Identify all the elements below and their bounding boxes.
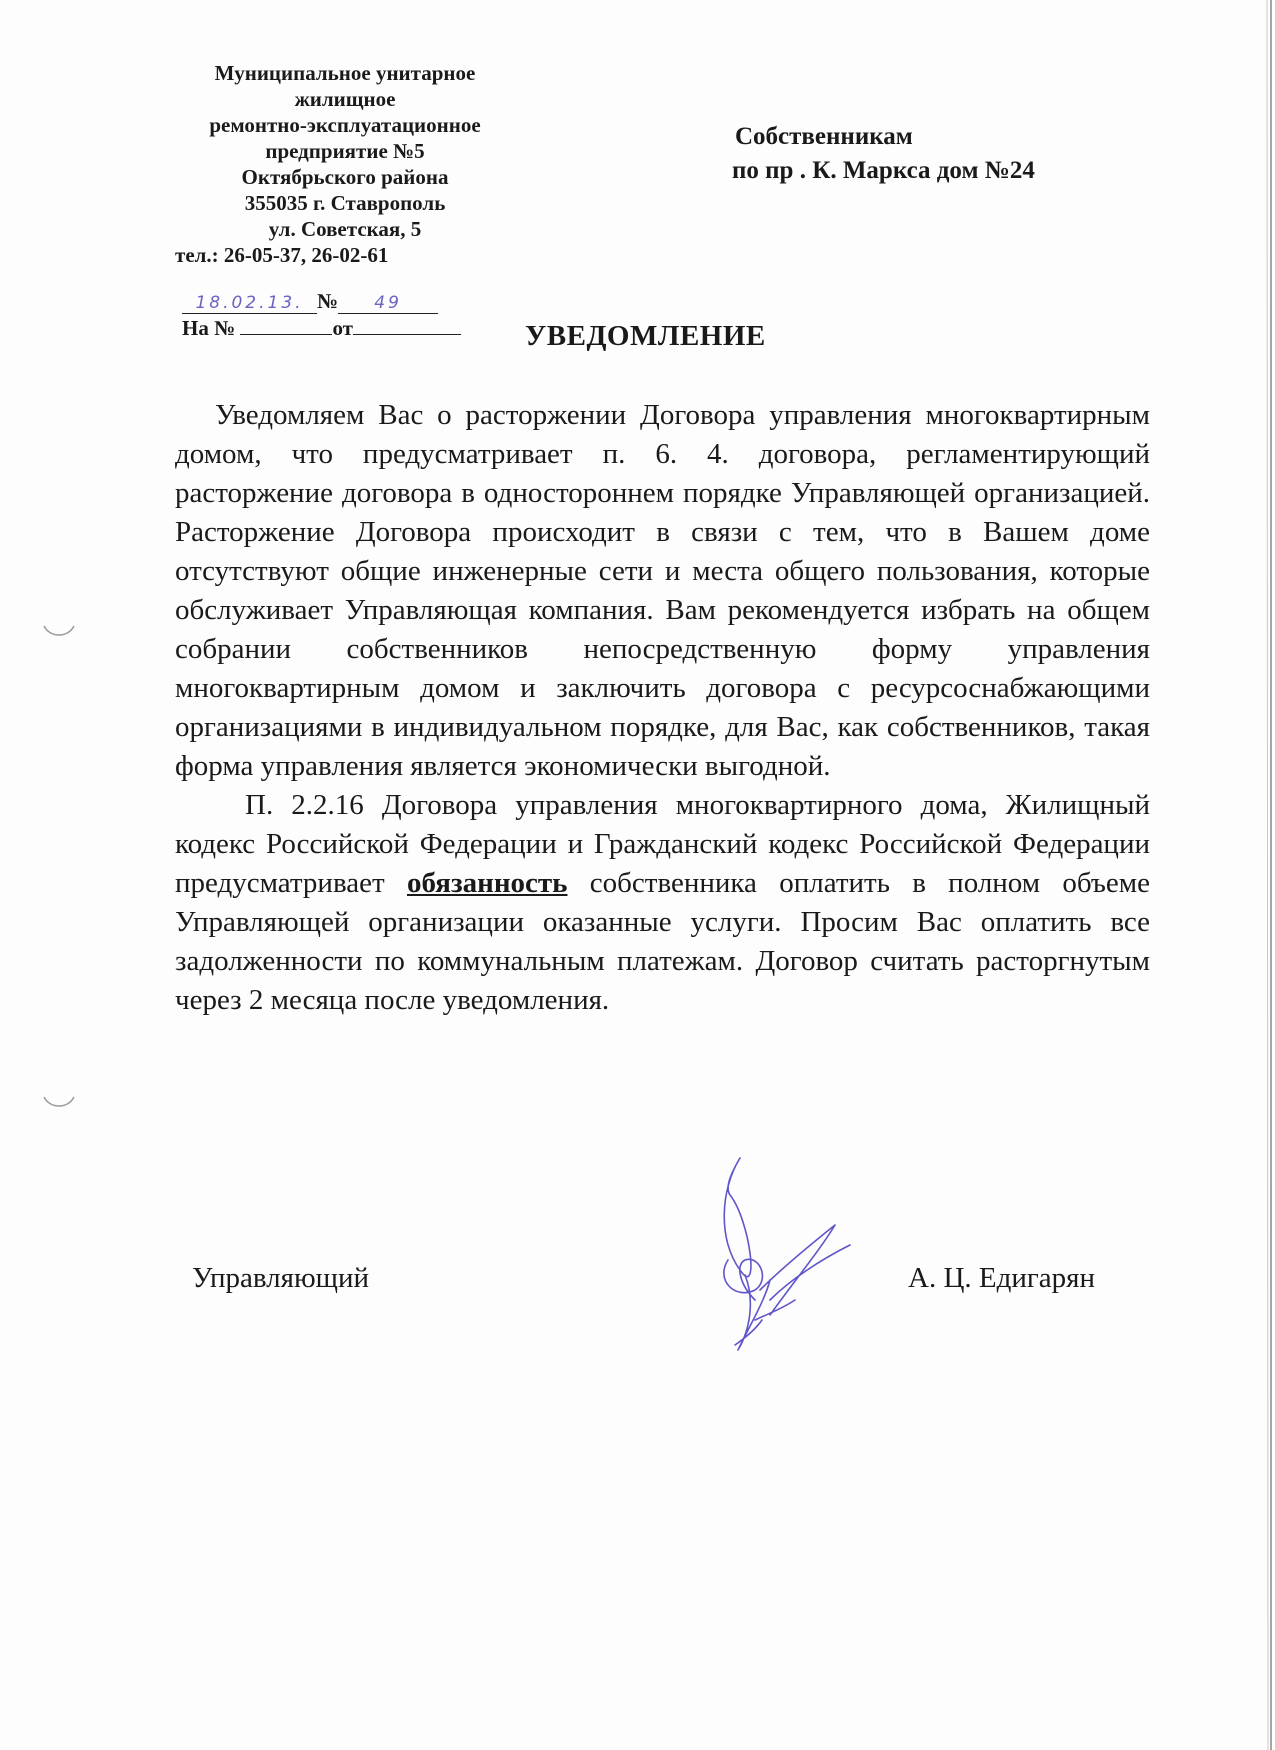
body-paragraph-2-end: собственника оплатить в полном объеме Управляющей организации оказанные услуги. Просим Вас оплатить все задолженности по коммунальным платежам. Договор считать расторгнутым через 2 месяца после уведомления. [175, 867, 1151, 1016]
registration-number: 49 [374, 293, 402, 313]
body-paragraph-2-start: П. 2.2.16 Договора управления многоквартирного дома, Жилищный кодекс Российской Федерации и Гражданский кодекс Российской Федерации предусматривает [175, 789, 1150, 899]
registration-line [182, 289, 438, 314]
emphasized-obligation: обязанность [406, 867, 568, 899]
sender-org-line: Октябрьского района [241, 165, 449, 189]
registration-number-label: № [317, 289, 339, 313]
sender-org-line: ремонтно-эксплуатационное [209, 113, 481, 137]
signatory-name: А. Ц. Едигарян [908, 1262, 1095, 1294]
reference-date-blank [353, 316, 461, 335]
reference-line [182, 316, 461, 341]
signatory-role: Управляющий [192, 1262, 370, 1294]
hole-punch-mark [42, 622, 76, 640]
sender-org-line: ул. Советская, 5 [268, 217, 422, 241]
document-title: УВЕДОМЛЕНИЕ [525, 320, 766, 352]
reference-from-label: от [332, 316, 353, 340]
addressee-block [732, 120, 1035, 188]
reference-number-blank [240, 316, 332, 335]
sender-org-line: 355035 г. Ставрополь [244, 191, 446, 215]
body-paragraph-2 [175, 786, 1150, 1020]
scan-edge-shadow [1261, 0, 1275, 1750]
addressee-line-2: по пр . К. Маркса дом №24 [732, 157, 1035, 184]
sender-org-line: жилищное [294, 87, 396, 111]
sender-phone: тел.: 26-05-37, 26-02-61 [175, 243, 389, 267]
reference-label: На № [182, 316, 236, 340]
body-paragraph-1: Уведомляем Вас о расторжении Договора управления многоквартирным домом, что предусматривает п. 6. 4. договора, регламентирующий расторжение договора в одностороннем порядке Управляющей организацией. Расторжение Договора происходит в связи с тем, что в Вашем доме отсутствуют общие инженерные сети и места общего пользования, которые обслуживает Управляющая компания. Вам рекомендуется избрать на общем собрании собственников непосредственную форму управления многоквартирным домом и заключить договора с ресурсоснабжающими организациями в индивидуальном порядке, для Вас, как собственников, такая форма управления является экономически выгодной. [175, 399, 1150, 782]
addressee-line-1: Собственникам [735, 123, 913, 150]
registration-date: 18.02.13. [195, 293, 304, 313]
document-body [175, 396, 1150, 1020]
handwritten-signature [700, 1150, 870, 1360]
sender-org-line: Муниципальное унитарное [214, 61, 476, 85]
hole-punch-mark [42, 1093, 76, 1111]
sender-org-line: предприятие №5 [265, 139, 425, 163]
sender-block [175, 60, 515, 268]
